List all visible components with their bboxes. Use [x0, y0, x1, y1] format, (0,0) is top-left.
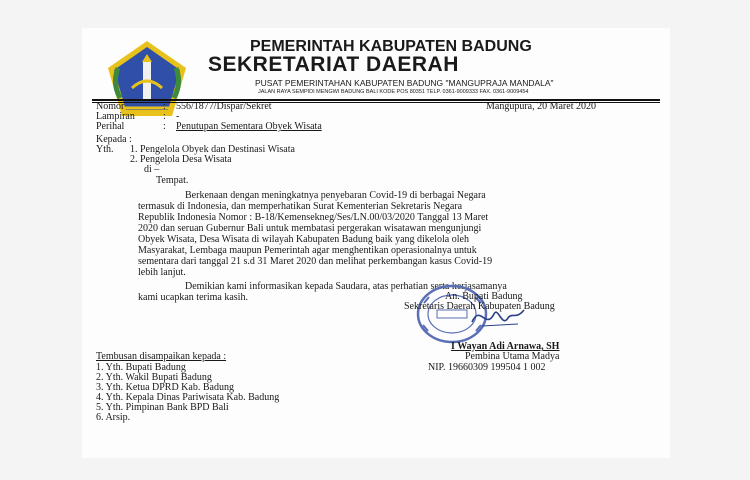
body-line: Berkenaan dengan meningkatnya penyebaran Covid-19 di berbagai Negara	[185, 190, 486, 201]
lampiran-colon: :	[163, 111, 166, 122]
letterhead-address: JALAN RAYA SEMPIDI MENGWI BADUNG BALI KODE POS 80351 TELP. 0361-9009333 FAX. 0361-9009454	[258, 89, 529, 95]
recipient-item: 2. Pengelola Desa Wisata	[130, 154, 232, 165]
body-line: termasuk di Indonesia, dan memperhatikan Surat Kementerian Sekretaris Negara	[138, 201, 463, 212]
perihal-colon: :	[163, 121, 166, 132]
recipient-item: 1. Pengelola Obyek dan Destinasi Wisata	[130, 144, 295, 155]
tempat-label: Tempat.	[156, 175, 189, 186]
tembusan-item: 6. Arsip.	[96, 412, 131, 423]
lampiran-value: -	[176, 111, 180, 122]
tembusan-item: 1. Yth. Bupati Badung	[96, 362, 186, 373]
letterhead-government: PEMERINTAH KABUPATEN BADUNG	[250, 38, 532, 55]
body-line: Republik Indonesia Nomor : B-18/Kemensekneg/Ses/LN.00/03/2020 Tanggal 13 Maret	[138, 212, 489, 223]
perihal-value: Penutupan Sementara Obyek Wisata	[176, 121, 322, 132]
di-label: di –	[144, 164, 160, 175]
body-line: Obyek Wisata, Desa Wisata di wilayah Kabupaten Badung baik yang dikelola oleh	[138, 234, 469, 245]
body-line: kami ucapkan terima kasih.	[138, 292, 248, 303]
letterhead-center: PUSAT PEMERINTAHAN KABUPATEN BADUNG "MANGUPRAJA MANDALA"	[255, 78, 554, 88]
nomor-value: 556/1877/Dispar/Sekret	[176, 101, 272, 112]
kepada-label: Kepada :	[96, 134, 132, 145]
tembusan-item: 5. Yth. Pimpinan Bank BPD Bali	[96, 402, 229, 413]
body-line: lebih lanjut.	[138, 267, 186, 278]
body-line: Masyarakat, Lembaga maupun Pemerintah agar menghentikan operasionalnya untuk	[138, 245, 477, 256]
nomor-colon: :	[163, 101, 166, 112]
letterhead-office: SEKRETARIAT DAERAH	[208, 53, 459, 76]
nomor-label: Nomor	[96, 101, 125, 112]
body-line: 2020 dan seruan Gubernur Bali untuk membatasi pergerakan wisatawan mengunjungi	[138, 223, 482, 234]
signature-nip: NIP. 19660309 199504 1 002	[428, 362, 546, 373]
body-line: sementara dari tanggal 21 s.d 31 Maret 2020 dan melihat perkembangan kasus Covid-19	[138, 256, 493, 267]
place-date: Mangupura, 20 Maret 2020	[486, 101, 596, 112]
lampiran-label: Lampiran	[96, 111, 135, 122]
signature-name: I Wayan Adi Arnawa, SH	[451, 341, 560, 352]
tembusan-item: 3. Yth. Ketua DPRD Kab. Badung	[96, 382, 234, 393]
body-line: Demikian kami informasikan kepada Saudara, atas perhatian serta kerjasamanya	[185, 281, 507, 292]
tembusan-heading: Tembusan disampaikan kepada :	[96, 351, 227, 362]
perihal-label: Perihal	[96, 121, 125, 132]
yth-label: Yth.	[96, 144, 114, 155]
signature-rank: Pembina Utama Madya	[465, 351, 560, 362]
signature-title: Sekretaris Daerah Kabupaten Badung	[404, 301, 555, 312]
tembusan-item: 4. Yth. Kepala Dinas Pariwisata Kab. Badung	[96, 392, 280, 403]
tembusan-item: 2. Yth. Wakil Bupati Badung	[96, 372, 212, 383]
signature-an: An. Bupati Badung	[445, 291, 523, 302]
